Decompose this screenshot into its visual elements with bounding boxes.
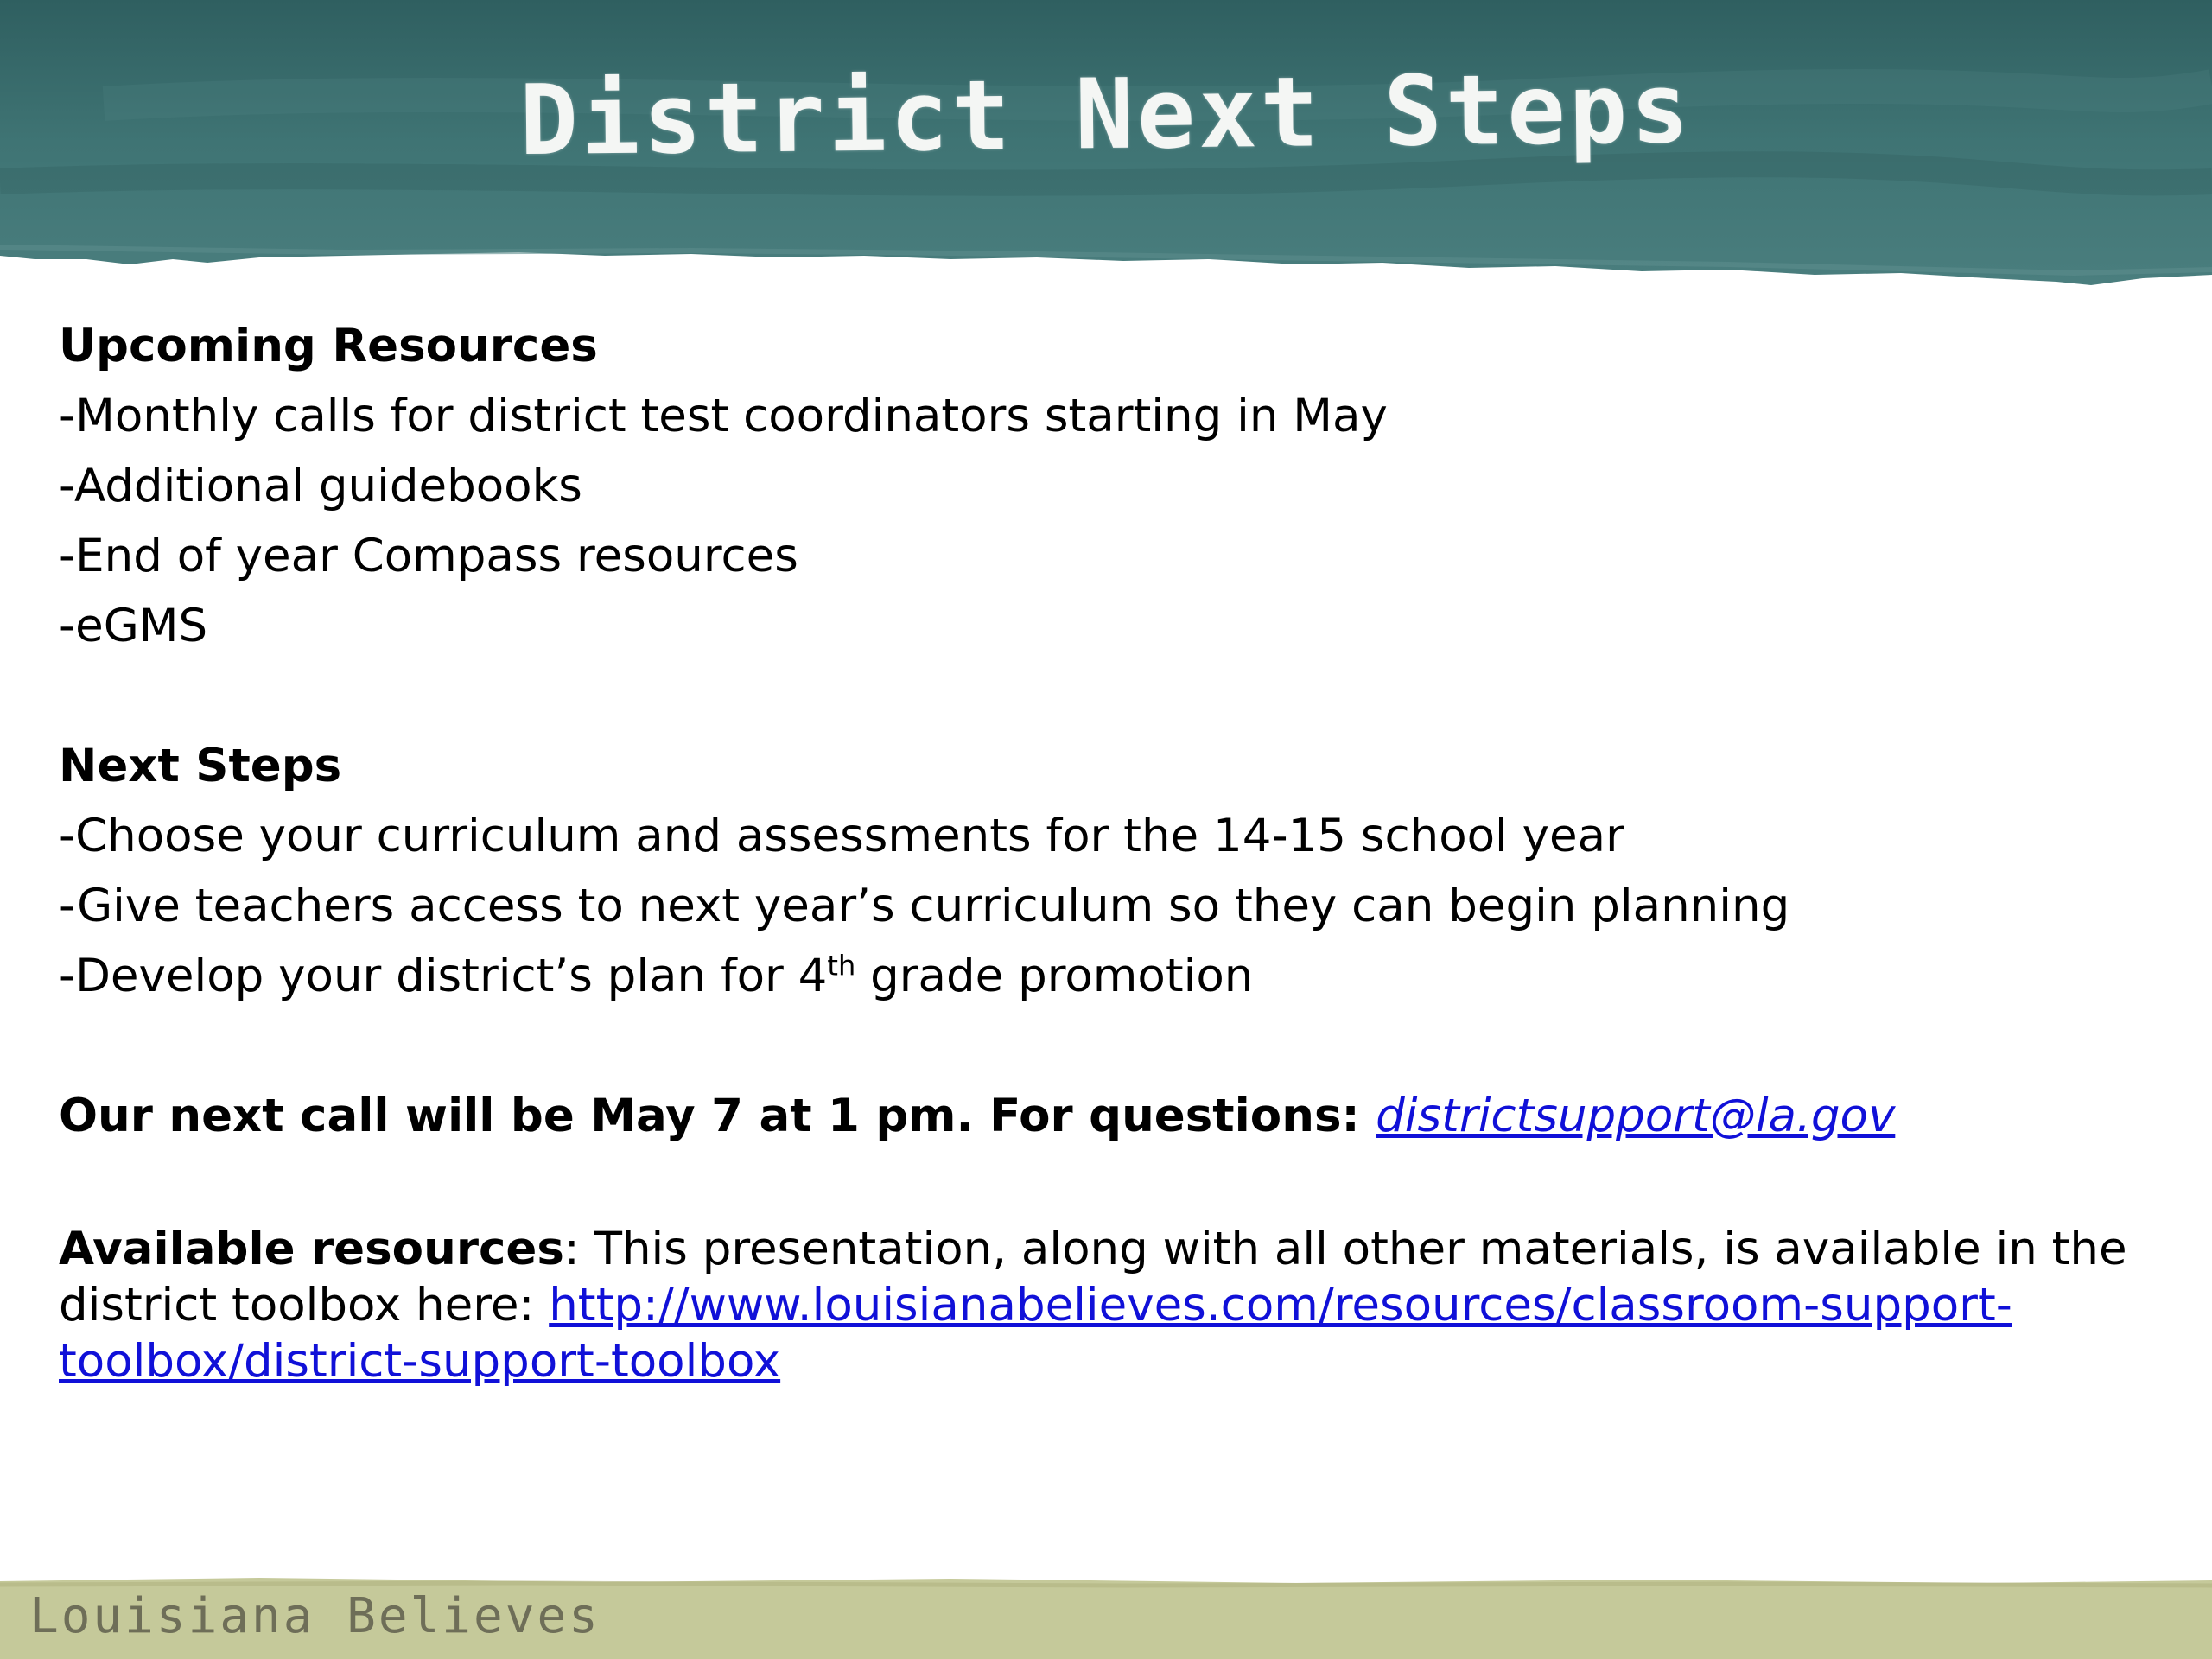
toolbox-url-link[interactable]: http://www.louisianabelieves.com/resources/classroom-support-toolbox/district-support-toolbox xyxy=(59,1279,2012,1388)
slide-content xyxy=(59,311,2150,1389)
promotion-suffix: grade promotion xyxy=(855,950,1254,1002)
upcoming-item: -eGMS xyxy=(59,600,208,652)
next-steps-item: -Give teachers access to next year’s curriculum so they can begin planning xyxy=(59,880,1790,932)
promotion-prefix: -Develop your district’s plan for 4 xyxy=(59,950,828,1002)
upcoming-item: -End of year Compass resources xyxy=(59,530,798,582)
next-steps-item-promotion xyxy=(59,941,2150,1011)
next-steps-heading: Next Steps xyxy=(59,740,342,792)
available-resources-paragraph xyxy=(59,1221,2150,1389)
upcoming-resources-heading: Upcoming Resources xyxy=(59,320,598,372)
upcoming-item: -Monthly calls for district test coordinators starting in May xyxy=(59,390,1388,442)
spacer xyxy=(59,1151,2150,1221)
spacer xyxy=(59,661,2150,731)
footer-brand-text: Louisiana Believes xyxy=(29,1588,601,1644)
next-call-text: Our next call will be May 7 at 1 pm. For questions: xyxy=(59,1090,1376,1142)
upcoming-item: -Additional guidebooks xyxy=(59,460,582,512)
available-resources-text: : This presentation, along with all other materials, is available in the district toolbox here: xyxy=(59,1223,2127,1332)
slide-title: District Next Steps xyxy=(518,52,1694,178)
next-steps-item: -Choose your curriculum and assessments for the 14-15 school year xyxy=(59,810,1624,862)
next-call-line xyxy=(59,1081,2150,1151)
support-email-link[interactable]: districtsupport@la.gov xyxy=(1376,1090,1896,1142)
available-resources-label: Available resources xyxy=(59,1223,564,1275)
promotion-superscript: th xyxy=(827,949,856,982)
spacer xyxy=(59,1011,2150,1081)
